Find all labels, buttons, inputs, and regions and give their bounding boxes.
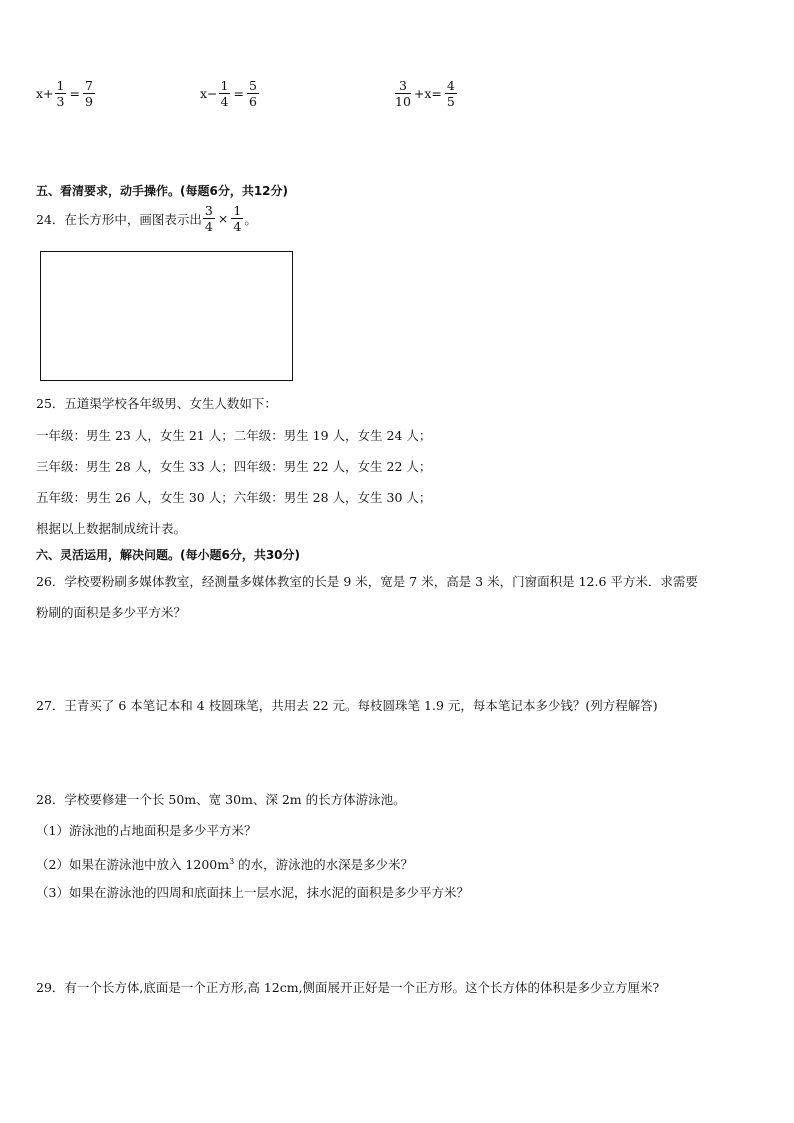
question-24	[36, 203, 257, 234]
eq2-left: x−	[200, 86, 218, 101]
q28-sub-1: （1）游泳池的占地面积是多少平方米？	[36, 823, 257, 838]
q25-line-1: 一年级：男生 23 人，女生 21 人；二年级：男生 19 人，女生 24 人；	[36, 428, 432, 443]
q29-text: 29．有一个长方体,底面是一个正方形,高 12cm,侧面展开正好是一个正方形。这个长方体的体积是多少立方厘米?	[36, 980, 660, 995]
q25-line-3: 五年级：男生 26 人，女生 30 人；六年级：男生 28 人，女生 30 人；	[36, 490, 432, 505]
section-5-heading: 五、看清要求，动手操作。(每题6分，共12分)	[36, 184, 289, 198]
eq2-fraction-1: $\frac{1}{4}$	[220, 78, 229, 109]
q24-prefix: 24．在长方形中，画图表示出	[36, 211, 202, 227]
eq2-fraction-2: $\frac{5}{6}$	[248, 78, 257, 109]
q24-operator: ×	[217, 211, 229, 226]
eq1-left: x+	[36, 86, 54, 101]
q28-sub-3: （3）如果在游泳池的四周和底面抹上一层水泥，抹水泥的面积是多少平方米？	[36, 885, 469, 900]
q24-fraction-1: $\frac{3}{4}$	[204, 203, 213, 234]
q26-line-2: 粉刷的面积是多少平方米？	[36, 605, 187, 620]
q25-title: 25．五道渠学校各年级男、女生人数如下：	[36, 396, 277, 411]
eq1-operator: =	[69, 86, 80, 101]
q24-fraction-2: $\frac{1}{4}$	[233, 203, 242, 234]
section-6-heading: 六、灵活运用，解决问题。(每小题6分，共30分)	[36, 548, 301, 562]
q24-suffix: 。	[244, 211, 257, 227]
equation-1	[36, 78, 96, 109]
eq2-operator: =	[233, 86, 244, 101]
q28-sub-2: （2）如果在游泳池中放入 $1200m^3$ 的水，游泳池的水深是多少米？	[36, 857, 414, 873]
q27-text: 27．王青买了 6 本笔记本和 4 枝圆珠笔，共用去 22 元。每枝圆珠笔 1.9 元，每本笔记本多少钱？(列方程解答)	[36, 698, 658, 713]
equation-3	[394, 78, 458, 109]
q25-line-4: 根据以上数据制成统计表。	[36, 521, 187, 536]
q28-title: 28．学校要修建一个长 50m、宽 30m、深 2m 的长方体游泳池。	[36, 792, 406, 807]
eq3-fraction-1: $\frac{3}{10}$	[395, 78, 411, 109]
q25-line-2: 三年级：男生 28 人，女生 33 人；四年级：男生 22 人，女生 22 人；	[36, 459, 432, 474]
eq3-operator: +x=	[413, 86, 442, 101]
q26-line-1: 26．学校要粉刷多媒体教室，经测量多媒体教室的长是 9 米，宽是 7 米，高是 3 米，门窗面积是 12.6 平方米．求需要	[36, 574, 698, 589]
eq1-fraction-1: $\frac{1}{3}$	[56, 78, 65, 109]
equation-2	[200, 78, 260, 109]
eq1-fraction-2: $\frac{7}{9}$	[84, 78, 93, 109]
eq3-fraction-2: $\frac{4}{5}$	[446, 78, 455, 109]
drawing-rectangle[interactable]	[40, 251, 293, 381]
